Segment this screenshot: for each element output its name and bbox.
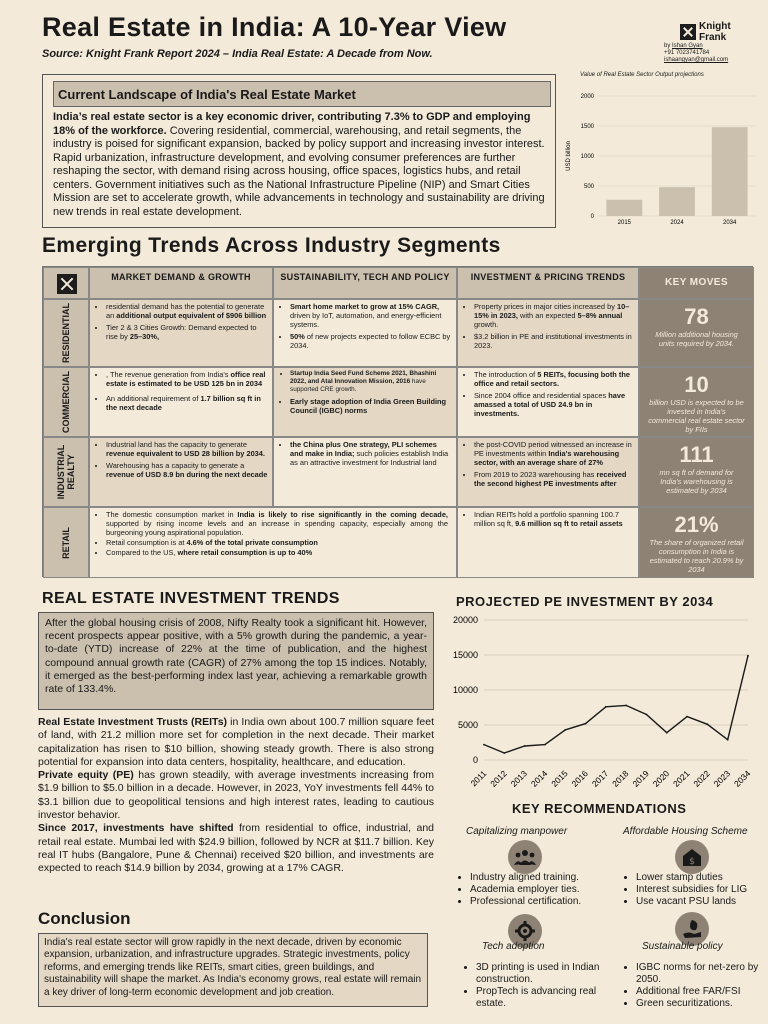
- keymove-desc: mn sq ft of demand for India's warehousing is estimated by 2034: [659, 468, 734, 495]
- list-item: • Industrial land has the capacity to generate revenue equivalent to USD 28 billion by 2034.: [106, 440, 268, 458]
- list-item: • Industry aligned training.: [470, 872, 581, 884]
- bar: [659, 187, 695, 216]
- page-title: Real Estate in India: A 10-Year View: [42, 12, 507, 42]
- output-bar-chart: [560, 84, 760, 230]
- rec-title-sustain: Sustainable policy: [642, 941, 723, 952]
- list-item: • Smart home market to grow at 15% CAGR, driven by IoT, automation, and energy-efficient systems.: [290, 302, 452, 329]
- data-point: [544, 744, 546, 746]
- x-tick-label: 2015: [549, 768, 570, 789]
- list-item: • Tier 2 & 3 Cities Growth: Demand expected to rise by 25–30%,: [106, 323, 268, 341]
- data-point: [503, 752, 505, 754]
- y-tick-label: 0: [472, 755, 478, 765]
- recommendations-title: KEY RECOMMENDATIONS: [512, 801, 687, 816]
- reit-paragraph: Real Estate Investment Trusts (REITs) in India own about 100.7 million square feet of land, with 21.2 million more set for completion in the next decade. Their market capitalization has risen to $10 billion, showing steady growth. There is also strong potential for expansion into data centers, hospitality, healthcare, and education.: [38, 716, 434, 768]
- corner-logo-icon: [57, 274, 77, 294]
- industrial-market: [89, 437, 273, 507]
- y-tick-label: 15000: [452, 650, 478, 660]
- list-item: • Indian REITs hold a portfolio spanning 100.7 million sq ft, 9.6 million sq ft to retail assets: [474, 510, 634, 528]
- landscape-body: Covering residential, commercial, warehousing, and retail segments, the industry is poised for significant expansion, backed by policy support and increasing investor interest. Rapid urbanization, infrastructure development, and evolving consumer preferences are further reshaping the sector, with demand rising across housing, office spaces, logistics hubs, and retail centers. Government initiatives such as the National Infrastructure Pipeline (NIP) and Smart Cities Mission are set to accelerate growth, while advancements in technology and sustainability are driving new trends in real estate development.: [53, 124, 545, 218]
- x-tick-label: 2018: [610, 768, 631, 789]
- house-money-icon: [675, 840, 709, 874]
- list-item: • Interest subsidies for LIG: [636, 884, 747, 896]
- x-tick-label: 2021: [671, 768, 692, 789]
- y-tick-label: 1000: [580, 154, 594, 160]
- rec-title-housing: Affordable Housing Scheme: [623, 826, 748, 837]
- x-tick-label: 2034: [731, 768, 753, 789]
- investment-title: REAL ESTATE INVESTMENT TRENDS: [42, 590, 340, 607]
- col-header-market: MARKET DEMAND & GROWTH: [89, 267, 273, 299]
- author-byline: [664, 43, 728, 64]
- rec-list-sustain: [622, 962, 768, 1010]
- x-tick-label: 2024: [670, 220, 684, 226]
- x-tick-label: 2017: [589, 768, 611, 789]
- data-point: [666, 732, 668, 734]
- list-item: • Property prices in major cities increased by 10–15% in 2023, with an expected 5–8% annual growth.: [474, 302, 634, 329]
- data-point: [585, 723, 587, 725]
- industrial-invest: [457, 437, 639, 507]
- keymove-desc: The share of organized retail consumption in India is estimated to reach 20.9% by 2034: [649, 538, 744, 574]
- row-label-industrial: INDUSTRIAL REALTY: [43, 437, 89, 507]
- rec-list-manpower: [456, 872, 581, 908]
- trends-title: Emerging Trends Across Industry Segments: [42, 234, 501, 257]
- logo-word-1: Knight: [699, 21, 731, 32]
- y-tick-label: 5000: [457, 720, 478, 730]
- list-item: • , The revenue generation from India's office real estate is estimated to be USD 125 bn in 2034: [106, 370, 268, 388]
- shift-paragraph: Since 2017, investments have shifted from residential to office, industrial, and retail real estate. Mumbai led with $24.9 billion, followed by NCR at $11.7 billion. Key real IT hubs (Bangalore, Pune & Chennai) received $20 billion, and investments are expected to reach $14.9 billion by 2034, growing at a 17% CAGR.: [38, 822, 434, 875]
- data-point: [483, 744, 485, 746]
- output-chart-title: Value of Real Estate Sector Output projections: [580, 72, 704, 78]
- list-item: • Additional free FAR/FSI: [636, 986, 768, 998]
- rec-list-housing: [622, 872, 747, 908]
- landscape-panel: [42, 74, 556, 228]
- svg-text:$: $: [689, 857, 695, 867]
- keymove-desc: billion USD is expected to be invested in India's commercial real estate sector by FIIs: [648, 398, 745, 434]
- list-item: • 3D printing is used in Indian construction.: [476, 962, 622, 986]
- investment-body: [38, 716, 434, 876]
- keymove-desc: Million additional housing units required by 2034.: [655, 330, 738, 348]
- bar: [712, 127, 748, 216]
- list-item: • Retail consumption is at 4.6% of the total private consumption: [106, 538, 448, 547]
- landscape-lead: India’s real estate sector is a key economic driver, contributing 7.3% to GDP and employing 18% of the workforce.: [53, 111, 531, 137]
- pe-paragraph: Private equity (PE) has grown steadily, with average investments increasing from $1.9 billion to $5.0 billion in a decade. However, in 2023, YoY investments fell 44% to $3.1 billion due to geopolitical tensions and high interest rates, leading to cautious investor behavior.: [38, 769, 435, 822]
- y-tick-label: 500: [583, 184, 594, 190]
- x-tick-label: 2012: [488, 768, 509, 789]
- industrial-sustain: [273, 437, 457, 507]
- x-tick-label: 2015: [617, 220, 632, 226]
- list-item: • Since 2004 office and residential spaces have amassed a total of USD 24.9 bn in investments.: [474, 391, 634, 418]
- y-tick-label: 2000: [580, 94, 594, 100]
- author-name[interactable]: Ishan Gyan: [672, 43, 703, 49]
- x-tick-label: 2020: [650, 768, 672, 789]
- landscape-heading: Current Landscape of India's Real Estate Market: [53, 81, 551, 107]
- row-label-retail: RETAIL: [43, 507, 89, 578]
- data-point: [524, 745, 526, 747]
- y-tick-label: 20000: [452, 615, 478, 625]
- list-item: • 50% of new projects expected to follow ECBC by 2034.: [290, 332, 452, 350]
- list-item: • the post-COVID period witnessed an increase in PE investments within India's warehousing sector, with an average share of 27%: [474, 440, 634, 467]
- data-point: [605, 706, 607, 708]
- pe-series-line: [484, 656, 748, 753]
- commercial-sustain: [273, 367, 457, 437]
- bar: [606, 200, 642, 216]
- rec-title-manpower: Capitalizing manpower: [466, 826, 568, 837]
- list-item: • Academia employer ties.: [470, 884, 581, 896]
- col-header-invest: INVESTMENT & PRICING TRENDS: [457, 267, 639, 299]
- col-header-keymoves: KEY MOVES: [639, 267, 754, 299]
- y-tick-label: 0: [590, 214, 594, 220]
- list-item: • IGBC norms for net-zero by 2050.: [636, 962, 768, 986]
- list-item: • $3.2 billion in PE and institutional investments in 2023.: [474, 332, 634, 350]
- row-label-commercial: COMMERCIAL: [43, 367, 89, 437]
- matrix-corner: [43, 267, 89, 299]
- keymove-retail: [639, 507, 754, 578]
- list-item: • Warehousing has a capacity to generate a revenue of USD 8.9 bn during the next decade: [106, 461, 268, 479]
- list-item: • The domestic consumption market in India is likely to rise significantly in the coming decade, supported by rising income levels and an increase in spending capacity, especially among the burgeoning young aspirational population.: [106, 510, 448, 537]
- x-tick-label: 2011: [468, 768, 489, 789]
- list-item: • An additional requirement of 1.7 billion sq ft in the next decade: [106, 394, 268, 412]
- author-phone: +91 7023741784: [664, 50, 710, 56]
- rec-list-tech: [462, 962, 622, 1010]
- data-point: [646, 714, 648, 716]
- pe-chart-title: PROJECTED PE INVESTMENT BY 2034: [456, 594, 714, 609]
- y-tick-label: 10000: [452, 685, 478, 695]
- data-point: [625, 705, 627, 707]
- byline-by: by: [664, 43, 671, 49]
- author-email[interactable]: ishaangyan@gmail.com: [664, 57, 729, 63]
- x-tick-label: 2022: [691, 768, 712, 789]
- list-item: • Green securitizations.: [636, 998, 768, 1010]
- commercial-market: [89, 367, 273, 437]
- keymove-commercial: [639, 367, 754, 437]
- commercial-invest: [457, 367, 639, 437]
- investment-intro: After the global housing crisis of 2008, Nifty Realty took a significant hit. However, recent prospects appear positive, with a 5% growth during the pandemic, a year-to-date (YTD) increase of 22% at the time of publication, and the highest compound annual growth rate (CAGR) of 27% among the top 15 indices. Notably, it emerged as the best-performing index last year, achieving a remarkable growth rate of 133.4%.: [38, 612, 434, 710]
- x-tick-label: 2014: [528, 768, 550, 789]
- keymove-number: 21%: [674, 512, 719, 537]
- col-header-sustain: SUSTAINABILITY, TECH AND POLICY: [273, 267, 457, 299]
- list-item: • PropTech is advancing real estate.: [476, 986, 622, 1010]
- y-axis-label: USD billion: [566, 141, 572, 171]
- x-tick-label: 2013: [508, 768, 530, 789]
- data-point: [686, 716, 688, 718]
- x-tick-label: 2016: [569, 768, 590, 789]
- conclusion-title: Conclusion: [38, 909, 131, 928]
- list-item: • residential demand has the potential to generate an additional output equivalent of $906 billion: [106, 302, 268, 320]
- list-item: • Compared to the US, where retail consumption is up to 40%: [106, 548, 448, 557]
- list-item: • From 2019 to 2023 warehousing has received the second highest PE investments after: [474, 470, 634, 488]
- keymove-number: 10: [684, 372, 709, 397]
- keymove-residential: [639, 299, 754, 367]
- x-tick-label: 2023: [711, 768, 733, 789]
- pe-line-chart: [440, 610, 760, 790]
- trends-matrix: [42, 266, 753, 577]
- x-tick-label: 2019: [630, 768, 651, 789]
- list-item: • Startup India Seed Fund Scheme 2021, Bhashini 2022, and Atal Innovation Mission, 2016 have supported CRE growth.: [290, 370, 452, 394]
- row-label-residential: RESIDENTIAL: [43, 299, 89, 367]
- landscape-text: [53, 111, 551, 219]
- data-point: [706, 723, 708, 725]
- list-item: • Use vacant PSU lands: [636, 896, 747, 908]
- rec-title-tech: Tech adoption: [482, 941, 545, 952]
- keymove-number: 78: [684, 304, 709, 329]
- residential-sustain: [273, 299, 457, 367]
- data-point: [727, 739, 729, 741]
- source-line: Source: Knight Frank Report 2024 – India Real Estate: A Decade from Now.: [42, 48, 433, 60]
- list-item: • The introduction of 5 REITs, focusing both the office and retail sectors.: [474, 370, 634, 388]
- data-point: [747, 655, 749, 657]
- conclusion-text: India's real estate sector will grow rapidly in the next decade, driven by economic expansion, urbanization, and infrastructure upgrades. Strategic investments, policy reforms, and emerging trends like REITs, smart cities, green buildings, and sustainability will shape the market. As India's economy grows, real estate will remain a key driver of long-term economic development and job creation.: [38, 933, 428, 1007]
- logo-mark-icon: [680, 24, 696, 40]
- list-item: • the China plus One strategy, PLI schemes and make in India; such policies establish India as an attractive investment for Industrial land: [290, 440, 452, 467]
- data-point: [564, 729, 566, 731]
- residential-market: [89, 299, 273, 367]
- x-tick-label: 2034: [722, 220, 737, 226]
- list-item: • Lower stamp duties: [636, 872, 747, 884]
- people-icon: [508, 840, 542, 874]
- retail-invest: [457, 507, 639, 578]
- list-item: • Early stage adoption of India Green Building Council (IGBC) norms: [290, 397, 452, 415]
- residential-invest: [457, 299, 639, 367]
- list-item: • Professional certification.: [470, 896, 581, 908]
- retail-market: [89, 507, 457, 578]
- keymove-number: 111: [679, 442, 714, 467]
- keymove-industrial: [639, 437, 754, 507]
- logo-word-2: Frank: [699, 32, 727, 43]
- y-tick-label: 1500: [580, 124, 594, 130]
